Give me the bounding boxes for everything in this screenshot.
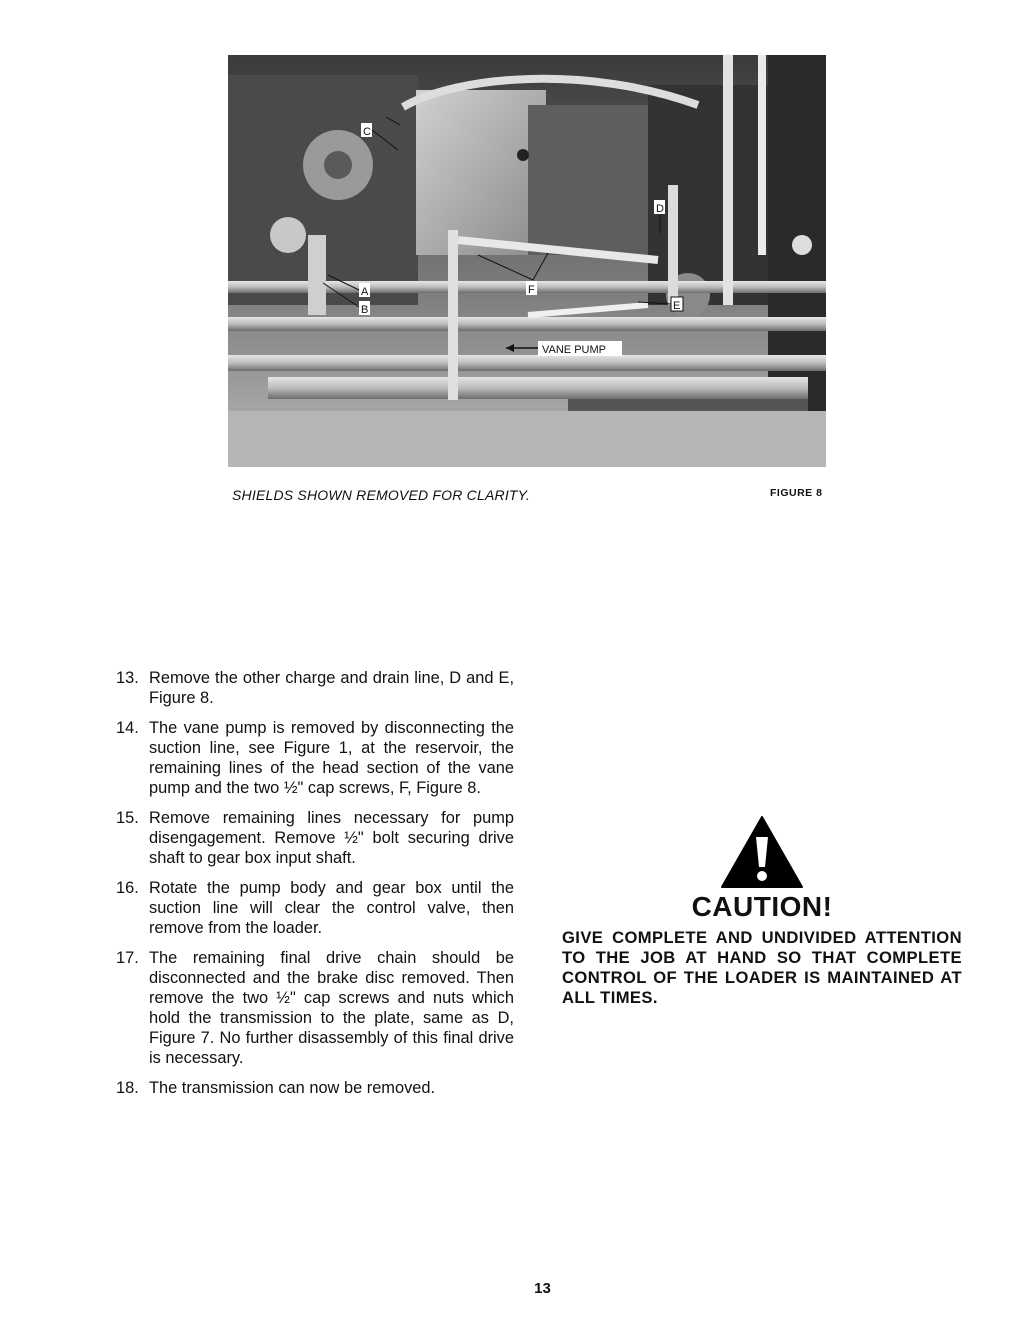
step-number: 18. [116,1079,139,1097]
svg-text:C: C [363,126,371,138]
svg-text:D: D [656,203,664,215]
step-text: Remove the other charge and drain line, D and E, Figure 8. [149,669,514,707]
step-17 [116,948,514,1068]
step-number: 14. [116,719,139,737]
svg-text:F: F [528,284,535,296]
svg-text:E: E [673,300,681,312]
svg-text:B: B [361,304,369,316]
caution-title: CAUTION! [691,891,833,922]
step-14 [116,718,514,798]
caution-text: GIVE COMPLETE AND UNDIVIDED ATTENTION TO THE JOB AT HAND SO THAT COMPLETE CONTROL OF THE LOADER IS MAINTAINED AT ALL TIMES. [562,928,962,1007]
step-text: Remove remaining lines necessary for pump disengagement. Remove ½" bolt securing drive shaft to gear box input shaft. [149,809,514,867]
step-text: The vane pump is removed by disconnecting the suction line, see Figure 1, at the reservoir, the remaining lines of the head section of the vane pump and the two ½" cap screws, F, Figure 8. [149,719,514,797]
step-text: Rotate the pump body and gear box until the suction line will clear the control valve, then remove from the loader. [149,879,514,937]
step-16 [116,878,514,938]
step-18 [116,1078,514,1098]
figure-label: FIGURE 8 [770,487,823,499]
svg-text:A: A [361,286,369,298]
step-number: 16. [116,879,139,897]
figure-8-photo [228,55,826,467]
figure-caption: SHIELDS SHOWN REMOVED FOR CLARITY. [232,487,530,503]
step-13 [116,668,514,708]
warning-triangle-icon [720,815,804,889]
procedure-steps [116,668,514,1108]
step-number: 17. [116,949,139,967]
step-text: The remaining final drive chain should be disconnected and the brake disc removed. Then remove the two ½" cap screws and nuts which hold the transmission to the plate, same as D, Figure 7. No further disassembly of this final drive is necessary. [149,949,514,1067]
caution-box [560,815,964,1007]
step-number: 13. [116,669,139,687]
svg-text:VANE PUMP: VANE PUMP [542,344,606,356]
step-15 [116,808,514,868]
step-text: The transmission can now be removed. [149,1079,436,1097]
page-number: 13 [534,1280,551,1297]
step-number: 15. [116,809,139,827]
